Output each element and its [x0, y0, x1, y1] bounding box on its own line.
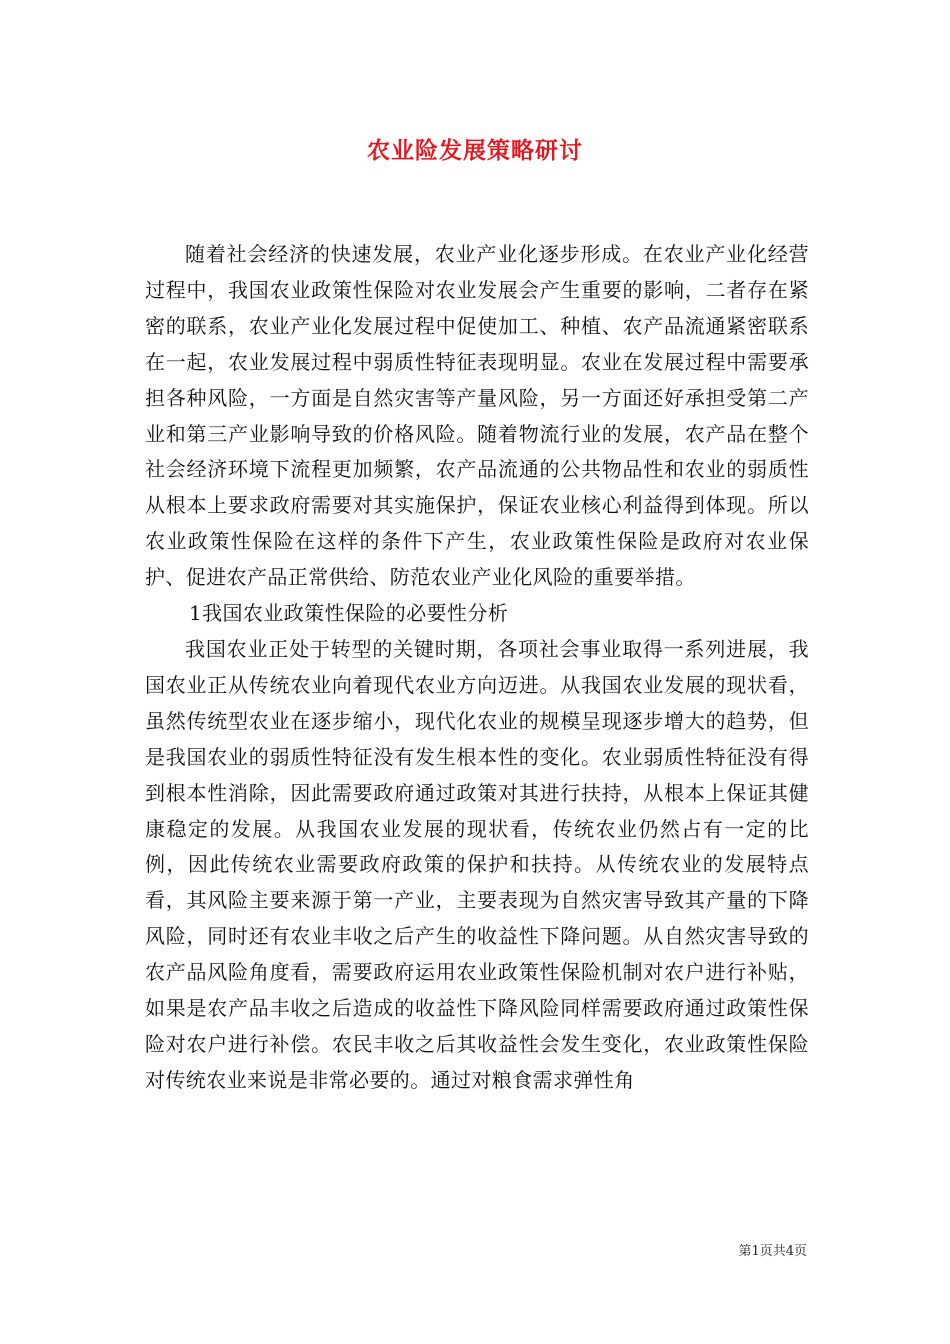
document-body	[145, 237, 809, 1099]
section-heading-1: 1我国农业政策性保险的必要性分析	[189, 601, 509, 626]
page-number-footer: 第1页共4页	[738, 1244, 807, 1259]
document-title: 农业险发展策略研讨	[367, 137, 583, 164]
paragraph-section-1: 我国农业正处于转型的关键时期，各项社会事业取得一系列进展，我国农业正从传统农业向着现代农业方向迈进。从我国农业发展的现状看，虽然传统型农业在逐步缩小，现代化农业的规模呈现逐步增大的趋势，但是我国农业的弱质性特征没有发生根本性的变化。农业弱质性特征没有得到根本性消除，因此需要政府通过政策对其进行扶持，从根本上保证其健康稳定的发展。从我国农业发展的现状看，传统农业仍然占有一定的比例，因此传统农业需要政府政策的保护和扶持。从传统农业的发展特点看，其风险主要来源于第一产业，主要表现为自然灾害导致其产量的下降风险，同时还有农业丰收之后产生的收益性下降问题。从自然灾害导致的农产品风险角度看，需要政府运用农业政策性保险机制对农户进行补贴，如果是农产品丰收之后造成的收益性下降风险同样需要政府通过政策性保险对农户进行补偿。农民丰收之后其收益性会发生变化，农业政策性保险对传统农业来说是非常必要的。通过对粮食需求弹性角	[145, 636, 809, 1092]
paragraph-intro: 随着社会经济的快速发展，农业产业化逐步形成。在农业产业化经营过程中，我国农业政策性保险对农业发展会产生重要的影响，二者存在紧密的联系，农业产业化发展过程中促使加工、种植、农产品流通紧密联系在一起，农业发展过程中弱质性特征表现明显。农业在发展过程中需要承担各种风险，一方面是自然灾害等产量风险，另一方面还好承担受第二产业和第三产业影响导致的价格风险。随着物流行业的发展，农产品在整个社会经济环境下流程更加频繁，农产品流通的公共物品性和农业的弱质性从根本上要求政府需要对其实施保护，保证农业核心利益得到体现。所以农业政策性保险在这样的条件下产生，农业政策性保险是政府对农业保护、促进农产品正常供给、防范农业产业化风险的重要举措。	[145, 242, 809, 590]
